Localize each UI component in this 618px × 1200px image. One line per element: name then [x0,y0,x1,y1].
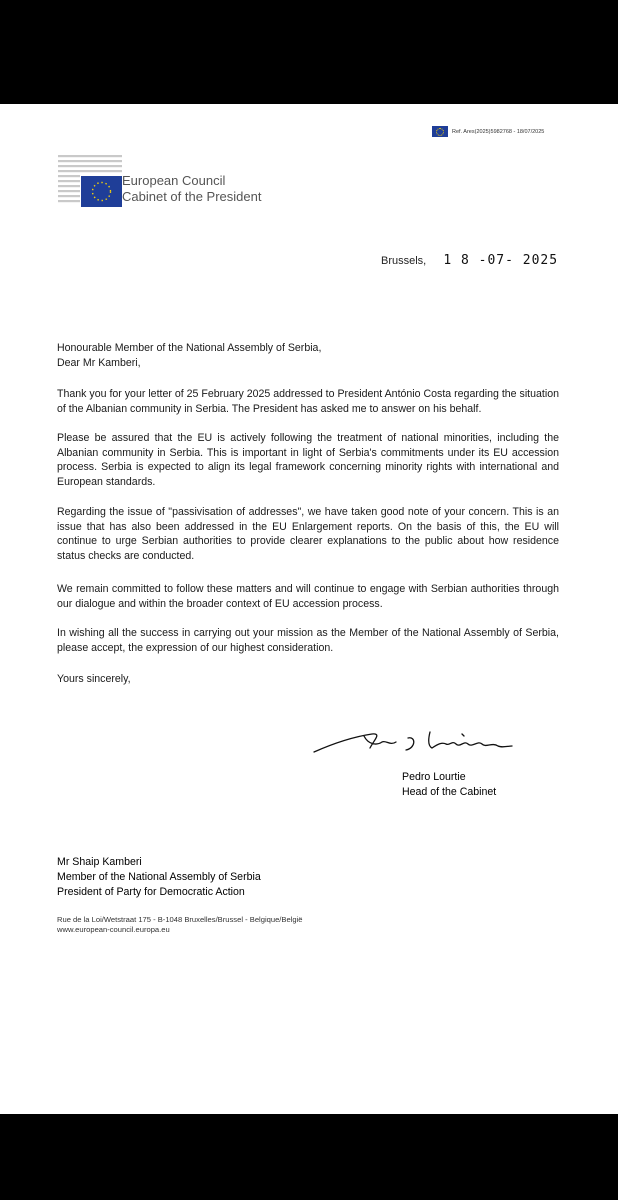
salutation-line-1: Honourable Member of the National Assembly of Serbia, [57,342,322,354]
paragraph-2: Please be assured that the EU is actively following the treatment of national minorities, including the Albanian community in Serbia. This is important in light of Serbia's commitments under its EU accession process. Serbia is expected to align its legal framework concerning minority rights with international and European standards. [57,432,559,488]
dateline [381,253,558,268]
addressee-name: Mr Shaip Kamberi [57,856,142,868]
website: www.european-council.europa.eu [57,925,170,934]
place: Brussels, [381,255,427,267]
salutation [57,341,559,370]
org-title: European Council [122,173,226,188]
signer-block [402,770,496,800]
addressee-block [57,855,261,900]
paragraph-4: We remain committed to follow these matters and will continue to engage with Serbian authorities through our dialogue and within the broader context of EU accession process. [57,583,559,610]
closing: Yours sincerely, [57,673,131,685]
paragraph-5: In wishing all the success in carrying out your mission as the Member of the National Assembly of Serbia, please accept, the expression of our highest consideration. [57,627,559,654]
document-reference [432,126,544,137]
postal-address: Rue de la Loi/Wetstraat 175 - B-1048 Bruxelles/Brussel - Belgique/België [57,915,303,924]
reference-number: Ref. Ares(2025)5982768 - 18/07/2025 [452,128,545,135]
addressee-role-1: Member of the National Assembly of Serbia [57,871,261,883]
addressee-role-2: President of Party for Democratic Action [57,886,245,898]
european-council-logo-icon [58,153,128,213]
organisation-name [122,173,261,205]
signer-name: Pedro Lourtie [402,771,466,783]
letter-footer [57,915,303,935]
salutation-line-2: Dear Mr Kamberi, [57,356,141,369]
paragraph-3: Regarding the issue of "passivisation of addresses", we have taken good note of your concern. This is an issue that has also been addressed in the EU Enlargement reports. On the basis of this, the EU will continue to urge Serbian authorities to provide clearer explanations to the public about how residence status checks are conducted. [57,506,559,562]
eu-flag-icon [432,126,448,137]
date-stamp: 1 8 -07- 2025 [443,253,559,268]
handwritten-signature-icon [312,722,522,762]
org-unit: Cabinet of the President [122,189,262,204]
paragraph-1: Thank you for your letter of 25 February 2025 addressed to President António Costa regarding the situation of the Albanian community in Serbia. The President has asked me to answer on his behalf. [57,388,559,415]
signer-title: Head of the Cabinet [402,786,497,798]
